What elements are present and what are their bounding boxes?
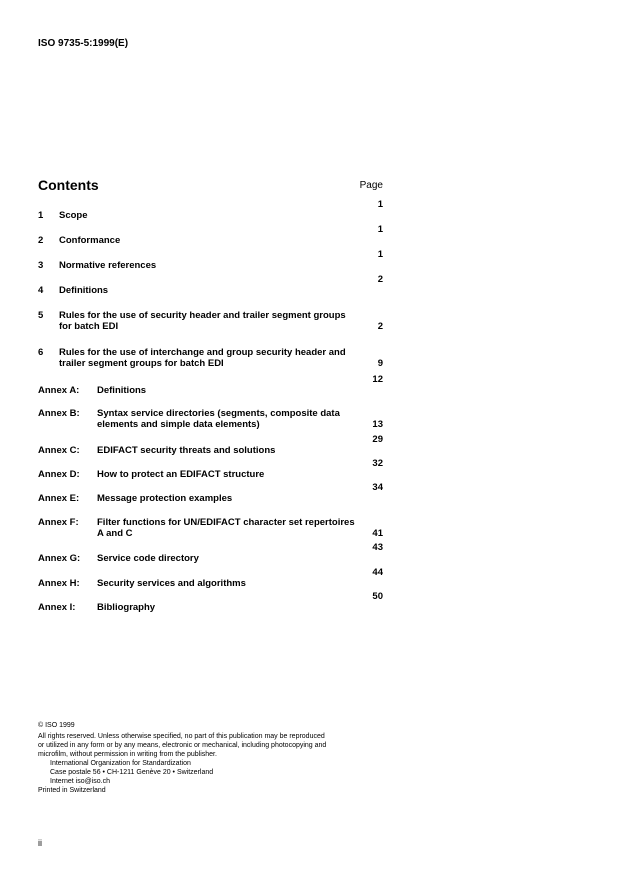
toc-title: Service code directory <box>97 553 199 564</box>
toc-title-line: Filter functions for UN/EDIFACT character set repertoires <box>97 517 355 528</box>
toc-number: 6 <box>38 347 44 358</box>
toc-number: Annex D: <box>38 469 80 480</box>
toc-number: Annex E: <box>38 493 80 504</box>
page-column-label: Page <box>359 180 383 191</box>
toc-page: 9 <box>377 358 383 369</box>
toc-page: 2 <box>377 321 383 332</box>
toc-page: 32 <box>372 458 383 469</box>
toc-title-line: trailer segment groups for batch EDI <box>59 358 224 369</box>
toc-number: Annex C: <box>38 445 80 456</box>
toc-title: Scope <box>59 210 88 221</box>
toc-page: 29 <box>372 434 383 445</box>
toc-page: 41 <box>372 528 383 539</box>
toc-title: Conformance <box>59 235 121 246</box>
toc-page: 1 <box>377 224 383 235</box>
contents-heading <box>38 177 383 195</box>
toc-number: Annex A: <box>38 385 80 396</box>
rights-text-line: microfilm, without permission in writing from the publisher. <box>38 751 217 758</box>
toc-page: 1 <box>377 249 383 260</box>
toc-title <box>97 408 365 430</box>
toc-title-line: Rules for the use of security header and trailer segment groups <box>59 310 346 321</box>
toc-title-line: elements and simple data elements) <box>97 419 260 430</box>
toc-number: 4 <box>38 285 44 296</box>
address-line: Internet iso@iso.ch <box>50 778 111 785</box>
printed-in: Printed in Switzerland <box>38 787 106 794</box>
contents-title: Contents <box>38 177 99 193</box>
footer-page-number: ii <box>38 838 42 848</box>
toc-title: Security services and algorithms <box>97 578 246 589</box>
toc-page: 50 <box>372 591 383 602</box>
toc-title-line: Syntax service directories (segments, composite data <box>97 408 340 419</box>
rights-text-line: All rights reserved. Unless otherwise specified, no part of this publication may be reproduced <box>38 733 325 740</box>
toc-title: Message protection examples <box>97 493 233 504</box>
toc-title <box>59 310 365 332</box>
toc-page: 2 <box>377 274 383 285</box>
toc-page: 1 <box>377 199 383 210</box>
toc-title-line: A and C <box>97 528 133 539</box>
toc-title <box>59 347 365 369</box>
toc-number: 3 <box>38 260 44 271</box>
address-line: Case postale 56 • CH-1211 Genève 20 • Switzerland <box>50 769 214 776</box>
toc-title: How to protect an EDIFACT structure <box>97 469 265 480</box>
document-id: ISO 9735-5:1999(E) <box>38 38 129 49</box>
toc-page: 34 <box>372 482 383 493</box>
toc-entry-5[interactable] <box>38 310 383 332</box>
toc-number: Annex I: <box>38 602 76 613</box>
copyright-block <box>38 721 388 795</box>
toc-page: 43 <box>372 542 383 553</box>
toc-number: 5 <box>38 310 44 321</box>
address-line: International Organization for Standardization <box>50 760 191 767</box>
toc-title-line: Rules for the use of interchange and group security header and <box>59 347 346 358</box>
toc-number: Annex H: <box>38 578 80 589</box>
toc-number: Annex F: <box>38 517 79 528</box>
toc-title: Bibliography <box>97 602 156 613</box>
toc-number: 2 <box>38 235 44 246</box>
toc-entry-6[interactable] <box>38 347 383 369</box>
toc-number: Annex G: <box>38 553 81 564</box>
toc-page: 13 <box>372 419 383 430</box>
toc-title: Normative references <box>59 260 157 271</box>
toc-entry-annex-f[interactable] <box>38 517 383 539</box>
toc-title: Definitions <box>59 285 109 296</box>
toc-entry-annex-b[interactable] <box>38 408 383 430</box>
toc-title: EDIFACT security threats and solutions <box>97 445 276 456</box>
toc-page: 44 <box>372 567 383 578</box>
copyright-notice: © ISO 1999 <box>38 722 75 729</box>
toc-page: 12 <box>372 374 383 385</box>
toc-title-line: for batch EDI <box>59 321 119 332</box>
toc-number: 1 <box>38 210 44 221</box>
toc-title <box>97 517 365 539</box>
toc-title: Definitions <box>97 385 147 396</box>
toc-number: Annex B: <box>38 408 80 419</box>
rights-text-line: or utilized in any form or by any means, electronic or mechanical, including photocopying and <box>38 742 327 749</box>
